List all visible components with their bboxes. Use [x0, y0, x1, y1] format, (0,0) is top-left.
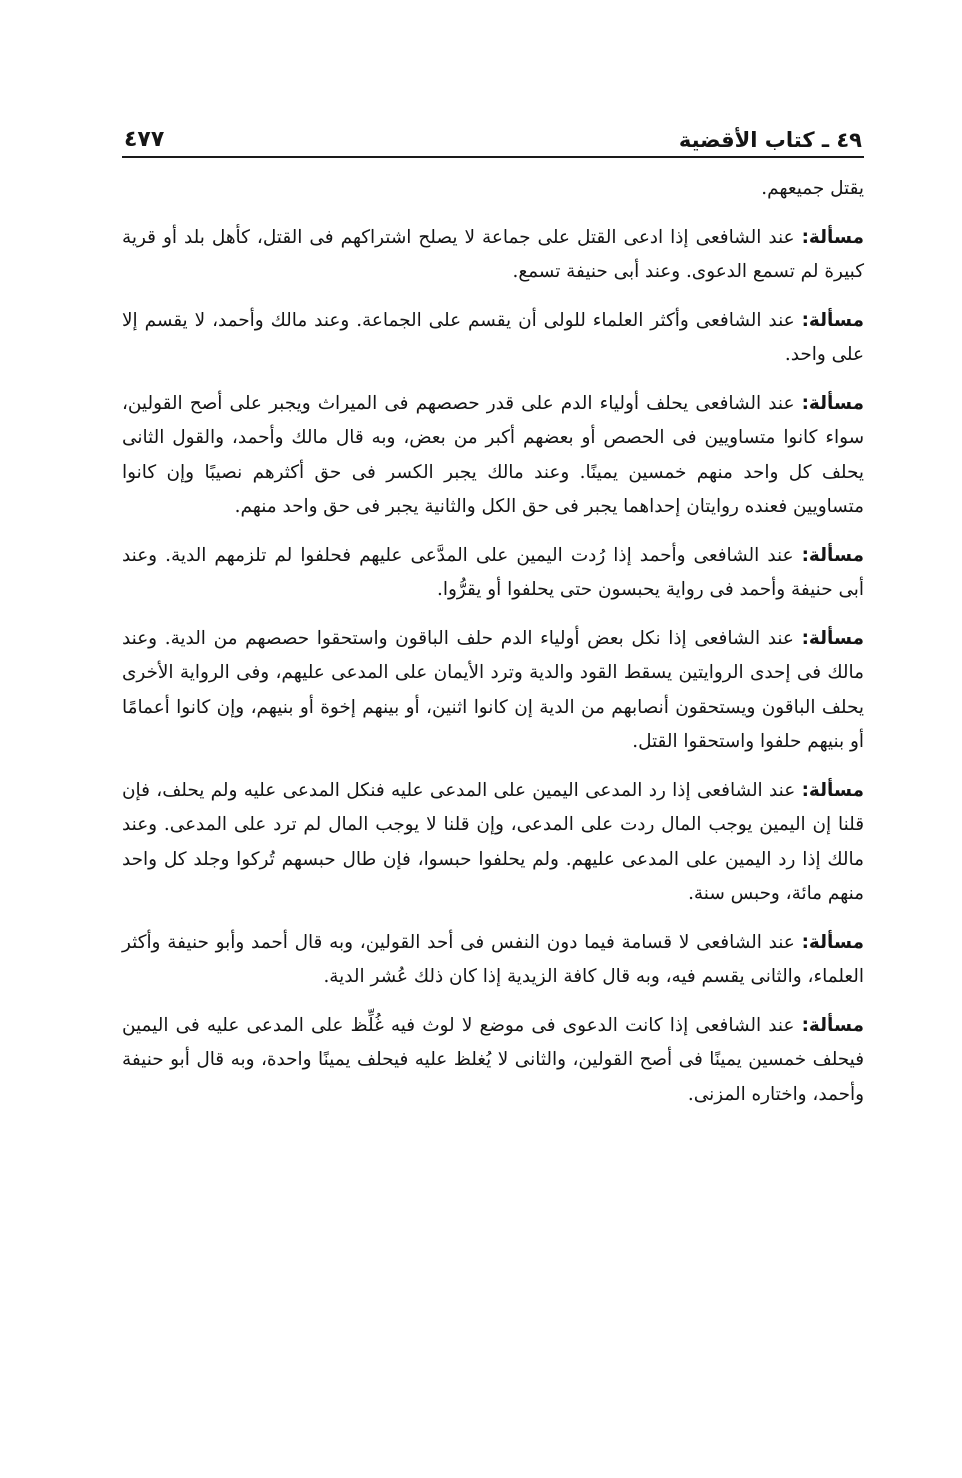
issue-label: مسألة:: [801, 392, 864, 414]
issue-label: مسألة:: [801, 544, 864, 566]
running-header: [122, 118, 864, 158]
paragraph-text: يقتل جميعهم.: [761, 178, 864, 199]
issue-paragraph: [122, 221, 864, 290]
paragraph-text: عند الشافعى إذا كانت الدعوى فى موضع لا لوث فيه غُلِّظ على المدعى عليه فى اليمين فيحلف خمسين يمينًا فى أصح القولين، والثانى لا يُغلظ عليه فيحلف يمينًا واحدة، وبه قال أبو حنيفة وأحمد، واختاره المزنى.: [122, 1014, 864, 1105]
page-number: ٤٧٧: [124, 127, 165, 152]
issue-label: مسألة:: [801, 931, 864, 953]
issue-paragraph: [122, 304, 864, 373]
chapter-title: ٤٩ ـ كتاب الأقضية: [678, 128, 862, 152]
paragraph-text: عند الشافعى يحلف أولياء الدم على قدر حصصهم فى الميراث ويجبر على أصح القولين، سواء كانوا متساويين فى الحصص أو بعضهم أكبر من بعض، وبه قال مالك وأحمد، والقول الثانى يحلف كل واحد منهم خمسين يمينًا. وعند مالك يجبر الكسر فى حق أكثرهم نصيبًا وإن كانوا متساويين فعنده روايتان إحداهما يجبر فى حق الكل والثانية يجبر فى حق واحد منهم.: [122, 392, 864, 517]
paragraph-text: عند الشافعى إذا ادعى القتل على جماعة لا يصلح اشتراكهم فى القتل، كأهل بلد أو قرية كبيرة لم تسمع الدعوى. وعند أبى حنيفة تسمع.: [122, 226, 864, 282]
paragraph-text: عند الشافعى إذا رد المدعى اليمين على المدعى عليه فنكل المدعى عليه ولم يحلف، فإن قلنا إن اليمين يوجب المال ردت على المدعى، وإن قلنا لا يوجب المال لم ترد على المدعى. وعند مالك إذا رد اليمين على المدعى عليهم. ولم يحلفوا حبسوا، فإن طال حبسهم تُركوا وجلد كل واحد منهم مائة، وحبس سنة.: [122, 779, 864, 904]
issue-paragraph: [122, 622, 864, 760]
paragraph-text: عند الشافعى إذا نكل بعض أولياء الدم حلف الباقون واستحقوا حصصهم من الدية. وعند مالك فى إحدى الروايتين يسقط القود والدية وترد الأيمان على المدعى عليهم، وفى الرواية الأخرى يحلف الباقون ويستحقون أنصابهم من الدية إن كانوا اثنين، أو بينهم إخوة أو بنيهم، وإن كانوا أعمامًا أو بنيهم حلفوا واستحقوا القتل.: [122, 627, 864, 752]
issue-paragraph: [122, 387, 864, 525]
issue-paragraph: [122, 926, 864, 995]
issue-paragraph: [122, 774, 864, 912]
book-page: [122, 118, 864, 1112]
issue-label: مسألة:: [801, 779, 864, 801]
issue-label: مسألة:: [801, 1014, 864, 1036]
issue-paragraph: [122, 1009, 864, 1113]
paragraph-continuation: [122, 172, 864, 207]
paragraph-text: عند الشافعى لا قسامة فيما دون النفس فى أحد القولين، وبه قال أحمد وأبو حنيفة وأكثر العلماء، والثانى يقسم فيه، وبه قال كافة الزيدية إذا كان ذلك عُشر الدية.: [122, 931, 864, 987]
issue-label: مسألة:: [801, 627, 864, 649]
paragraph-text: عند الشافعى وأحمد إذا رُدت اليمين على المدَّعى عليهم فحلفوا لم تلزمهم الدية. وعند أبى حنيفة وأحمد فى رواية يحبسون حتى يحلفوا أو يقرُّوا.: [122, 544, 864, 600]
issue-label: مسألة:: [801, 309, 864, 331]
issue-label: مسألة:: [801, 226, 864, 248]
issue-paragraph: [122, 539, 864, 608]
body-text: [122, 172, 864, 1112]
paragraph-text: عند الشافعى وأكثر العلماء للولى أن يقسم على الجماعة. وعند مالك وأحمد، لا يقسم إلا على واحد.: [122, 309, 864, 365]
